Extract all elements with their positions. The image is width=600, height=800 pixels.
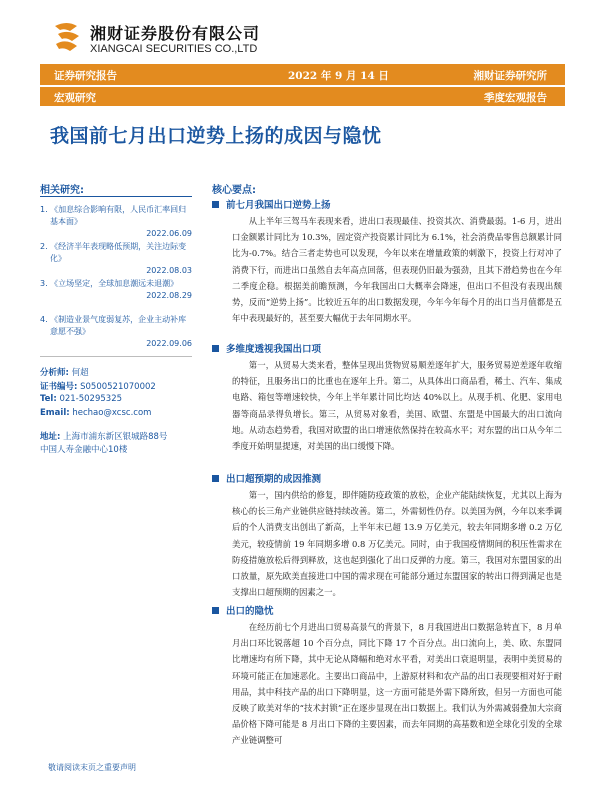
header-bar-bottom bbox=[40, 87, 565, 106]
section-heading: 出口超预期的成因推测 bbox=[212, 471, 321, 485]
bullet-square-icon bbox=[212, 607, 219, 614]
related-research-title: 1. 《加息综合影响有限，人民币汇率回归基本面》 bbox=[40, 205, 187, 226]
section-heading: 出口的隐忧 bbox=[212, 603, 274, 617]
section-paragraph: 在经历前七个月进出口贸易高景气的背景下，8 月我国进出口数据急转直下，8 月单月出口环比锐落超 10 个百分点，同比下降 17 个百分点。出口流向上，美、欧、东盟同比增速均有所下降，其中无论从降幅和绝对水平看，对美出口衰退明显，表明中美贸易的环境可能正在加速恶化。主要出口商品中，上游原材料和农产品的出口表现要相对好于耐用品，其中科技产品的出口下降明显，这一方面可能是外需下降所致，但另一方面也可能反映了欧美对华的“技术封锁”正在逐步显现在出口数据上。我们认为外需减弱叠加大宗商品价格下降可能是 8 月出口下降的主要因素，而去年同期的高基数和逆全球化引发的全球产业链调整可 bbox=[232, 622, 562, 746]
bullet-square-icon bbox=[212, 475, 219, 482]
related-research-item[interactable] bbox=[40, 278, 192, 302]
section-heading: 多维度透视我国出口项 bbox=[212, 341, 321, 355]
related-research-date: 2022.06.09 bbox=[146, 229, 192, 238]
related-research-title: 2. 《经济半年表现略低预期，关注边际变化》 bbox=[40, 242, 187, 263]
bullet-square-icon bbox=[212, 201, 219, 208]
report-type: 证券研究报告 bbox=[54, 70, 117, 82]
analyst-email-link[interactable]: hechao@xcsc.com bbox=[72, 408, 152, 418]
footer-disclaimer[interactable]: 敬请阅读末页之重要声明 bbox=[48, 763, 136, 772]
section-heading: 前七月我国出口逆势上扬 bbox=[212, 197, 331, 211]
analyst-tel bbox=[40, 394, 122, 404]
section-paragraph: 从上半年三驾马车表现来看，进出口表现最佳、投资其次、消费最弱。1-6 月，进出口金额累计同比为 10.3%，固定资产投资累计同比为 6.1%，社会消费品零售总额累计同比为-0.7%。结合三者走势也可以发现，今年以来在增量政策的刺激下，投资上行对冲了消费下行，而进出口虽然自去年高点回落，但表现仍旧最为强劲，且其下滑趋势也在今年二季度企稳。根据美前瞻预测，今年我国出口大概率会降速，但出口不但没有表现出颓势，反而“逆势上扬”。比较近五年的出口数据发现，今年今年每个月的出口当月值都是五年中表现最好的，甚至要大幅优于去年同期水平。 bbox=[232, 216, 562, 324]
report-series: 季度宏观报告 bbox=[484, 92, 547, 104]
related-research-title: 3. 《立场坚定，全球加息潮远未退潮》 bbox=[40, 279, 179, 288]
analyst-cert-label: 证书编号: bbox=[40, 382, 78, 392]
section-paragraph: 第一，国内供给的修复，即伴随防疫政策的放松，企业产能陆续恢复，尤其以上海为核心的长三角产业链供应链持续改善。第二，外需韧性仍存。以美国为例，今年以来季调后的个人消费支出创出了新高，上半年末已超 13.9 万亿美元，较去年同期多增 0.2 万亿美元，较疫情前 19 年同期多增 0.8 万亿美元。同时，由于我国疫情期间的积压性需求在防疫措施放松后得到释放，这也起到强化了出口反弹的力度。第三，我国对东盟国家的出口放量，原先欧美直接进口中国的需求现在可能部分通过东盟国家的转出口得到满足也是支撑出口超预期的因素之一。 bbox=[232, 490, 562, 598]
report-title: 我国前七月出口逆势上扬的成因与隐忧 bbox=[50, 125, 382, 147]
related-research-item[interactable] bbox=[40, 204, 192, 240]
related-research-title: 4. 《制造业景气度弱复苏，企业主动补库意愿不强》 bbox=[40, 315, 187, 336]
related-research-heading: 相关研究: bbox=[40, 185, 84, 196]
related-research-date: 2022.08.29 bbox=[146, 291, 192, 300]
analyst-address-line2: 中国人寿金融中心10楼 bbox=[40, 445, 128, 455]
analyst-tel-label: Tel: bbox=[40, 394, 57, 404]
section-paragraph: 第一，从贸易大类来看，整体呈现出货物贸易顺差逐年扩大，服务贸易逆差逐年收缩的特征，且服务出口的比重也在逐年上升。第二，从具体出口商品看，稀土、汽车、集成电路、箱包等增速较快，今年上半年累计同比均达 40%以上。从现手机、化肥、家用电器等商品录得负增长。第三，从贸易对象看，美国、欧盟、东盟是中国最大的出口流向地。从动态趋势看，我国对欧盟的出口增速依然保持在较高水平；对东盟的出口从今年二季度开始明显提速，对美国的出口缓慢下降。 bbox=[232, 360, 562, 452]
analyst-tel-value: 021-50295325 bbox=[59, 394, 123, 404]
related-research-item[interactable] bbox=[40, 241, 192, 277]
report-date: 2022 年 9 月 14 日 bbox=[288, 70, 389, 82]
analyst-name bbox=[40, 366, 89, 378]
analyst-address bbox=[40, 430, 167, 442]
header-bar-top bbox=[40, 64, 565, 85]
analyst-email-label: Email: bbox=[40, 408, 70, 418]
analyst-cert-value: S0500521070002 bbox=[80, 382, 156, 392]
key-points-heading: 核心要点: bbox=[212, 185, 256, 196]
related-research-date: 2022.09.06 bbox=[146, 339, 192, 348]
divider bbox=[40, 196, 192, 197]
company-logo-icon bbox=[52, 20, 82, 56]
divider bbox=[40, 356, 192, 357]
analyst-cert bbox=[40, 380, 156, 392]
analyst-email bbox=[40, 408, 151, 418]
related-research-item[interactable] bbox=[40, 314, 192, 350]
institute-name: 湘财证券研究所 bbox=[473, 70, 547, 82]
related-research-date: 2022.08.03 bbox=[146, 266, 192, 275]
analyst-name-label: 分析师: bbox=[40, 368, 69, 378]
company-name-cn: 湘财证券股份有限公司 bbox=[90, 24, 261, 43]
analyst-address-label: 地址: bbox=[40, 432, 61, 442]
company-name-en: XIANGCAI SECURITIES CO.,LTD bbox=[90, 43, 258, 55]
bullet-square-icon bbox=[212, 345, 219, 352]
analyst-address-line1: 上海市浦东新区银城路88号 bbox=[63, 432, 168, 442]
report-category: 宏观研究 bbox=[54, 92, 96, 104]
analyst-name-value: 何超 bbox=[71, 368, 89, 378]
